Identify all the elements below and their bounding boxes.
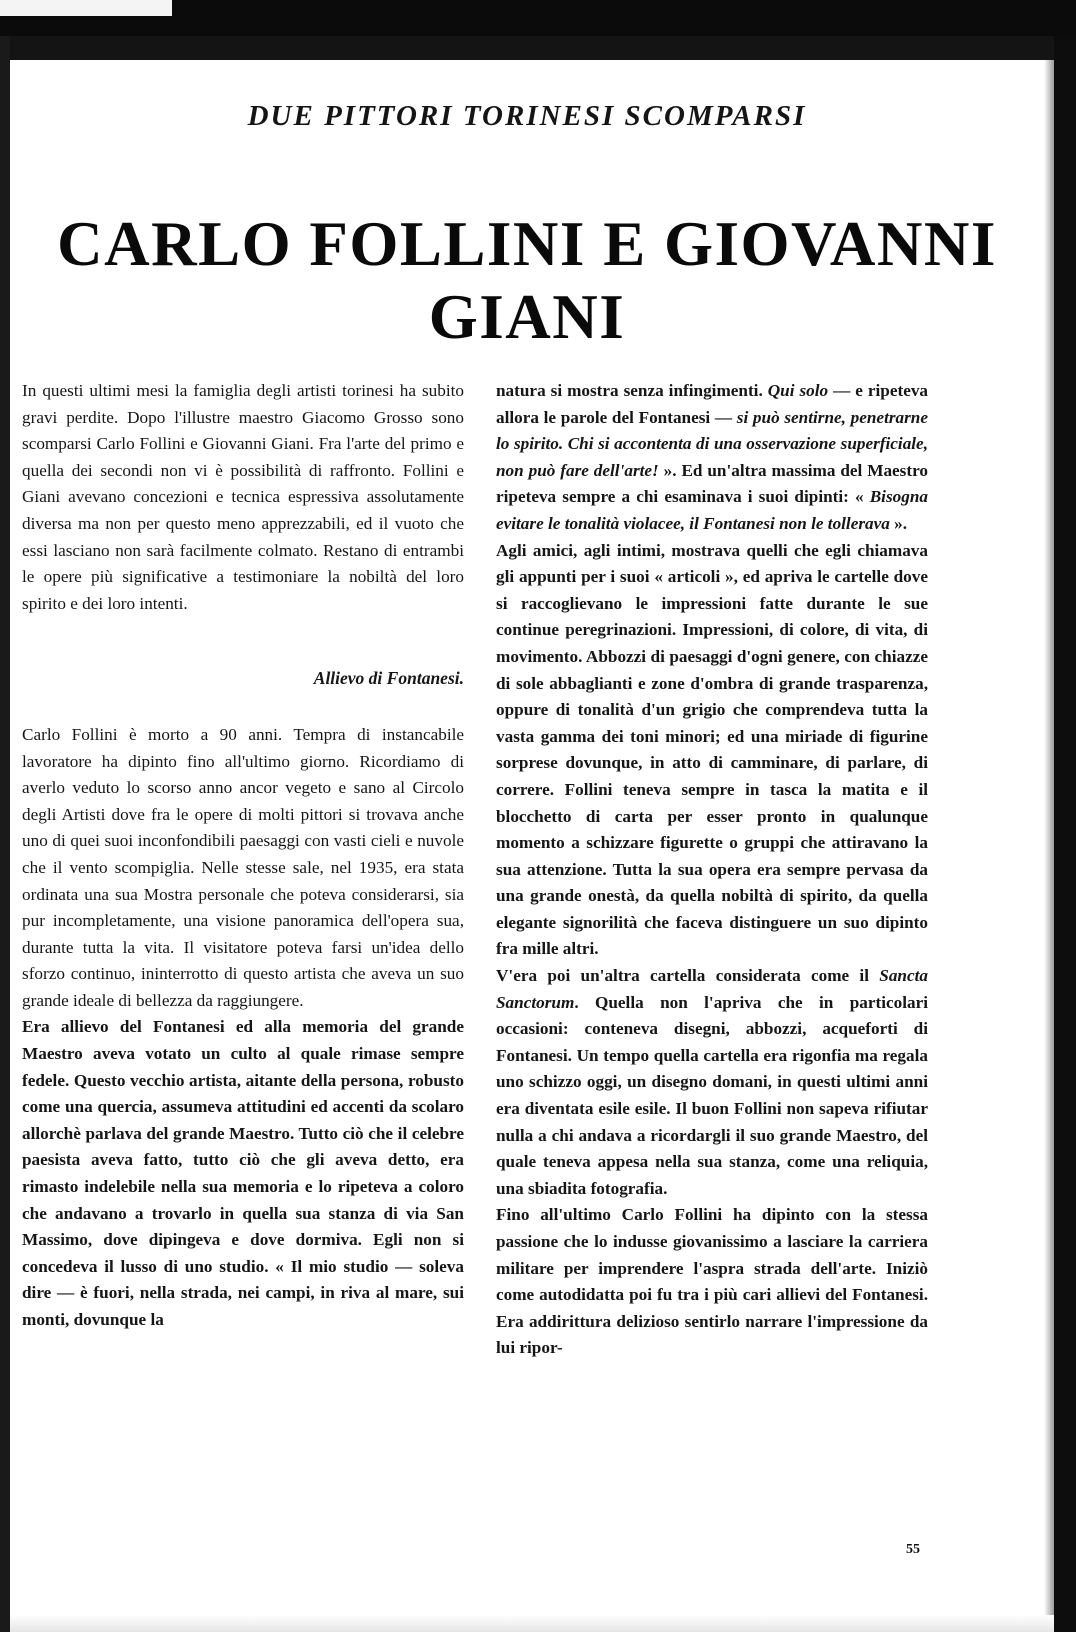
text-run: — e ripeteva allora le parole del Fontanesi —	[496, 381, 929, 427]
text-run: ».	[889, 513, 908, 533]
document-page	[10, 60, 1044, 1615]
article-headline: CARLO FOLLINI E GIOVANNI GIANI	[57, 209, 997, 352]
article-kicker: DUE PITTORI TORINESI SCOMPARSI	[247, 100, 807, 132]
article-column-left	[22, 378, 464, 1334]
scan-top-shadow	[0, 36, 1076, 60]
paragraph-follini-death: Carlo Follini è morto a 90 anni. Tempra di instancabile lavoratore ha dipinto fino all'ultimo giorno. Ricordiamo di averlo veduto lo scorso anno ancor vegeto e sano al Circolo degli Artisti dove fra le opere di molti pittori si trovava anche uno di quei suoi inconfondibili paesaggi con vasti cieli e nuvole che il vento scompiglia. Nelle stesse sale, nel 1935, era stata ordinata una sua Mostra personale che poteva considerarsi, sia pur incompletamente, una visione panoramica dell'opera sua, durante tutta la vita. Il visitatore poteva farsi un'idea dello sforzo continuo, ininterrotto di questo artista che aveva un suo grande ideale di bellezza da raggiungere.	[22, 724, 464, 1010]
italic-run: Sancta Sanctorum	[496, 966, 928, 1012]
scan-top-notch	[0, 0, 172, 16]
paragraph-fontanesi-quotes	[496, 378, 928, 538]
section-heading: Allievo di Fontanesi.	[313, 668, 464, 689]
article-column-right	[496, 378, 928, 1362]
italic-run: Qui solo	[767, 381, 829, 400]
paragraph-sketches: Agli amici, agli intimi, mostrava quelli che egli chiamava gli appunti per i suoi « articoli », ed apriva le cartelle dove si raccoglievano le impressioni fatte durante le sue continue peregrinazioni. Impressioni, di colore, di vita, di movimento. Abbozzi di paesaggi d'ogni genere, con chiazze di sole abbaglianti e zone d'ombra di grande trasparenza, oppure di tonalità d'un grigio che comprendeva tutta la vasta gamma dei toni minori; ed una miriade di figurine sorprese dovunque, in atto di camminare, di parlare, di correre. Follini teneva sempre in tasca la matita e il blocchetto di carta per esser pronto in qualunque momento a schizzare figurette o gruppi che attiravano la sua attenzione. Tutta la sua opera era sempre pervasa da una grande onestà, da quella nobiltà di spirito, da quella elegante signorilità che faceva distinguere un suo dipinto fra mille altri.	[496, 540, 928, 959]
paragraph-fontanesi-pupil: Era allievo del Fontanesi ed alla memoria del grande Maestro aveva votato un culto al quale rimase sempre fedele. Questo vecchio artista, aitante della persona, robusto come una quercia, assumeva attitudini ed accenti da scolaro allorchè parlava del grande Maestro. Tutto ciò che il celebre paesista aveva fatto, tutto ciò che gli aveva detto, era rimasto indelebile nella sua memoria e lo ripeteva a coloro che andavano a trovarlo in quella sua stanza di via San Massimo, dove dipingeva e dove dormiva. Egli non si concedeva il lusso di uno studio. « Il mio studio — soleva dire — è fuori, nella strada, nei campi, in riva al mare, sui monti, dovunque la	[22, 1017, 464, 1329]
text-run: natura si mostra senza infingimenti.	[496, 381, 768, 400]
scan-left-border	[0, 36, 10, 1632]
text-run: V'era poi un'altra cartella considerata come il	[496, 966, 880, 986]
italic-run: Bisogna evitare le tonalità violacee, il Fontanesi non le tollerava	[496, 487, 928, 533]
paragraph-last-years: Fino all'ultimo Carlo Follini ha dipinto con la stessa passione che lo indusse giovanissimo a lasciare la carriera militare per imprendere l'aspra strada dell'arte. Iniziò come autodidatta poi fu tra i più cari allievi del Fontanesi. Era addirittura delizioso sentirlo narrare l'impressione da lui ripor-	[496, 1205, 928, 1358]
scan-right-border	[1054, 36, 1076, 1632]
scan-page-curl-shade	[1044, 60, 1054, 1632]
text-run: ». Ed un'altra massima del Maestro ripeteva sempre a chi esaminava i suoi dipinti: «	[496, 460, 928, 507]
text-run: . Quella non l'apriva che in particolari occasioni: conteneva disegni, abbozzi, acqueforti di Fontanesi. Un tempo quella cartella era rigonfia ma regala uno schizzo oggi, un disegno domani, in questi ultimi anni era diventata esile esile. Il buon Follini non sapeva rifiutar nulla a chi andava a ricordargli il suo grande Maestro, del quale teneva appesa nella sua stanza, come una reliquia, una sbiadita fotografia.	[496, 992, 928, 1198]
paragraph-sancta-sanctorum	[496, 963, 928, 1202]
paragraph-intro: In questi ultimi mesi la famiglia degli artisti torinesi ha subito gravi perdite. Dopo l'illustre maestro Giacomo Grosso sono scomparsi Carlo Follini e Giovanni Giani. Fra l'arte del primo e quella dei secondi non vi è possibilità di raffronto. Follini e Giani avevano concezioni e tecnica espressiva assolutamente diversa ma non per questo meno apprezzabili, ed il vuoto che essi lasciano non sarà facilmente colmato. Restano di entrambi le opere più significative a testimoniare la nobiltà del loro spirito e dei loro intenti.	[22, 381, 464, 613]
page-number: 55	[906, 1542, 920, 1557]
italic-run: si può sentirne, penetrarne lo spirito. Chi si accontenta di una osservazione superficiale, non può fare dell'arte!	[496, 407, 928, 480]
scan-bottom-shade	[10, 1615, 1054, 1632]
